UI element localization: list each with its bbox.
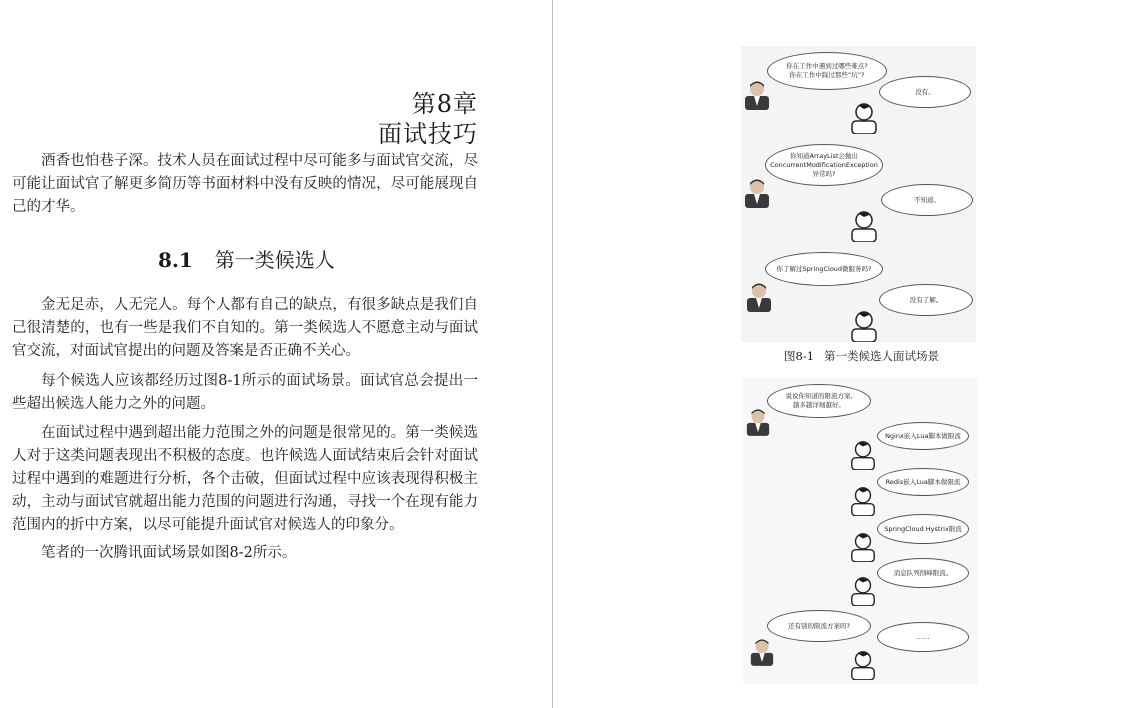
left-page [0,0,552,708]
paragraph-2: 每个候选人应该都经历过图8-1所示的面试场景。面试官总会提出一些超出候选人能力之外的问题。 [12,373,478,412]
candidate-avatar-icon [849,574,877,606]
chapter-number: 第8章 [411,90,478,118]
section-heading [158,244,335,273]
candidate-avatar-icon [849,648,877,680]
candidate-bubble-3: SpringCloud Hystrix限流 [877,514,969,544]
candidate-avatar-icon [849,438,877,470]
candidate-avatar-icon [849,208,879,242]
candidate-bubble-3: 没有了解。 [879,284,973,316]
section-title: 第一类候选人 [214,248,335,272]
candidate-avatar-icon [849,308,879,342]
right-page [553,0,1131,708]
interviewer-avatar-icon [745,406,771,436]
interviewer-bubble-1: 你在工作中遇到过哪些难点? 你在工作中踩过那些“坑”? [767,52,887,90]
interviewer-avatar-icon [745,280,773,312]
interviewer-bubble-3: 你了解过SpringCloud微服务吗? [765,252,883,286]
interviewer-avatar-icon [743,78,771,110]
chapter-title: 面试技巧 [378,120,478,148]
candidate-bubble-2: Redis嵌入Lua脚本做限流 [877,468,969,496]
candidate-avatar-icon [849,530,877,562]
paragraph-4: 笔者的一次腾讯面试场景如图8-2所示。 [41,545,297,561]
candidate-bubble-4: 消息队列削峰限流。 [877,558,969,588]
figure-8-1-caption [784,348,939,364]
candidate-bubble-2: 不知道。 [881,184,973,216]
paragraph-1: 金无足赤，人无完人。每个人都有自己的缺点，有很多缺点是我们自己很清楚的，也有一些是我们不自知的。第一类候选人不愿意主动与面试官交流，对面试官提出的问题及答案是否正确不关心。 [12,297,478,359]
section-number: 8.1 [158,248,193,272]
interviewer-bubble-2: 你知道ArrayList会抛出 ConcurrentModificationException 异常吗? [765,144,883,186]
figure-8-2 [743,378,978,684]
candidate-bubble-1: Nginx嵌入Lua脚本做限流 [877,422,969,450]
interviewer-avatar-icon [743,176,771,208]
interviewer-avatar-icon [749,636,775,666]
interviewer-bubble-2: 还有别的限流方案吗? [767,610,871,642]
candidate-bubble-1: 没有。 [879,76,971,108]
caption-number: 图8-1 [784,349,815,363]
figure-8-1 [741,46,976,342]
intro-paragraph: 酒香也怕巷子深。技术人员在面试过程中尽可能多与面试官交流，尽可能让面试官了解更多简历等书面材料中没有反映的情况，尽可能展现自己的才华。 [12,153,478,215]
candidate-bubble-5: …… [877,622,969,652]
caption-text: 第一类候选人面试场景 [824,349,940,363]
candidate-avatar-icon [849,484,877,516]
paragraph-3: 在面试过程中遇到超出能力范围之外的问题是很常见的。第一类候选人对于这类问题表现出不积极的态度。也许候选人面试结束后会针对面试过程中遇到的难题进行分析，各个击破，但面试过程中应该表现得积极主动，主动与面试官就超出能力范围的问题进行沟通，寻找一个在现有能力范围内的折中方案，以尽可能提升面试官对候选人的印象分。 [12,425,478,533]
interviewer-bubble-1: 说说你知道的限流方案, 越多越详细越好。 [767,384,871,418]
candidate-avatar-icon [849,100,879,134]
